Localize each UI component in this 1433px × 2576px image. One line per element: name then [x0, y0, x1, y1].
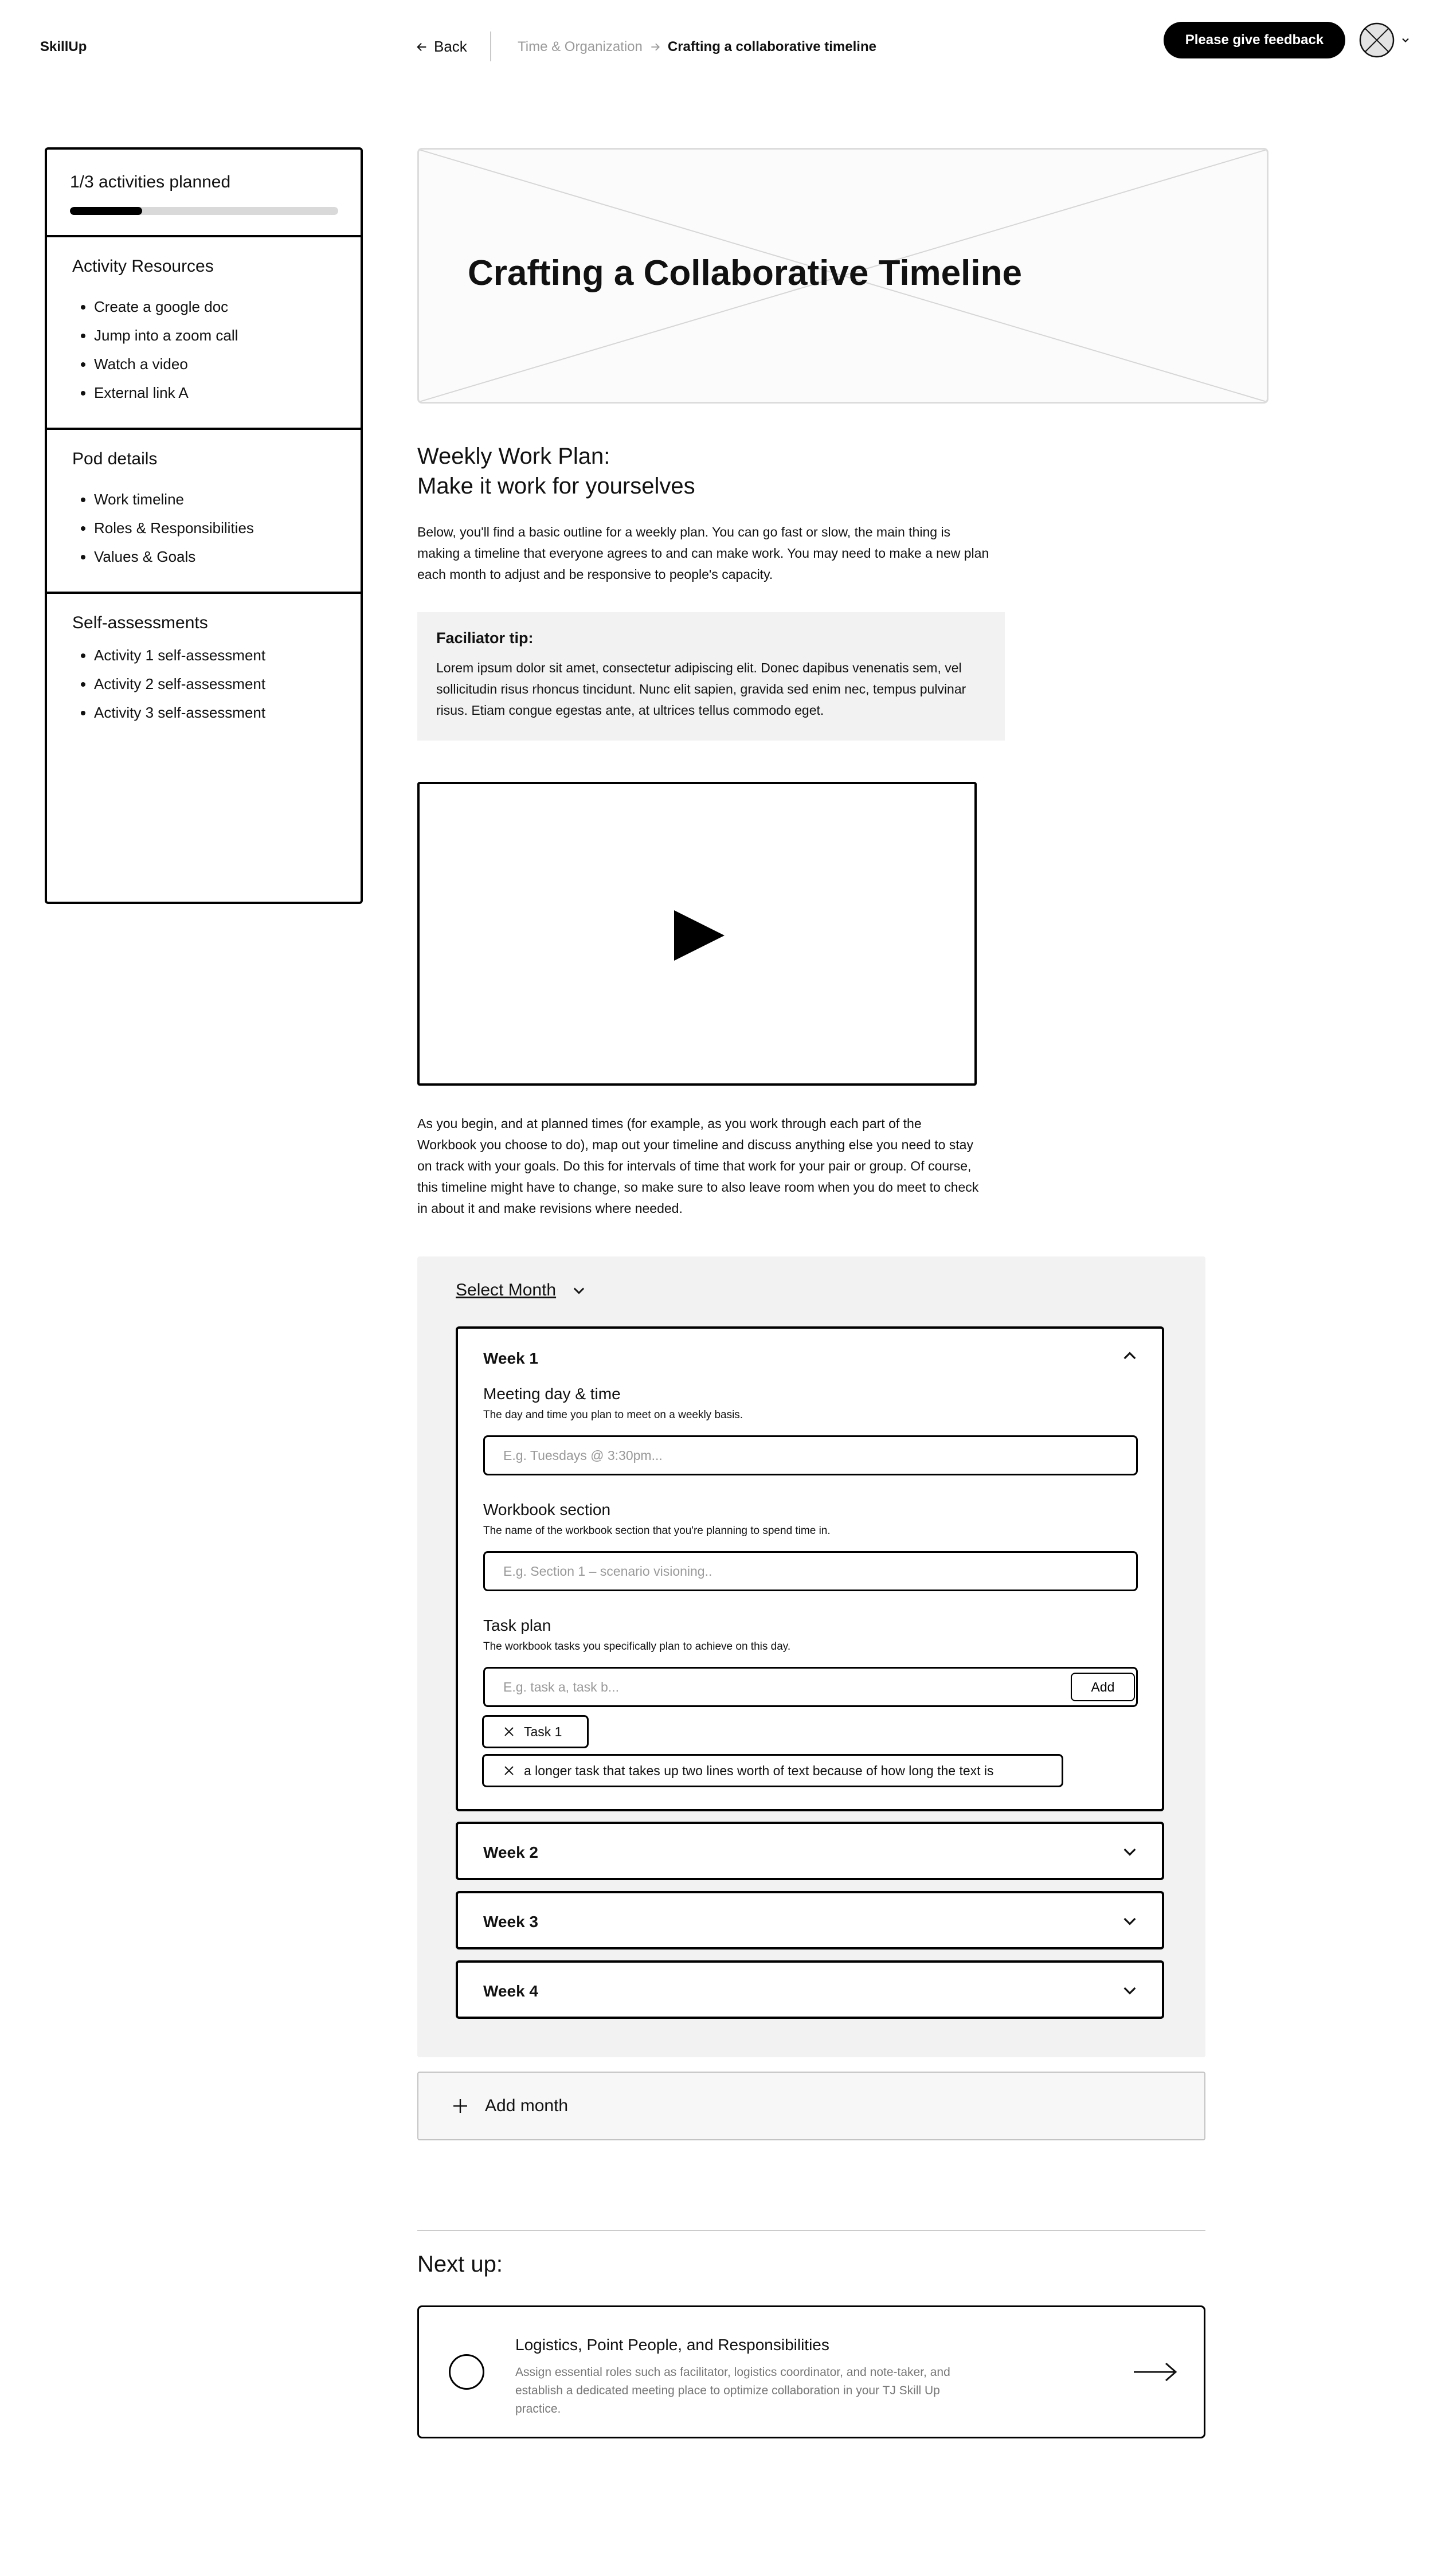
- plan-heading-line2: Make it work for yourselves: [417, 473, 695, 499]
- hero-image-placeholder: [417, 148, 1268, 404]
- task-input[interactable]: [483, 1667, 1138, 1707]
- assessment-link[interactable]: • Activity 2 self-assessment: [94, 670, 361, 698]
- week-label[interactable]: Week 1: [483, 1349, 538, 1367]
- pod-details-section: [47, 430, 361, 594]
- next-up-heading: Next up:: [417, 2252, 503, 2277]
- section-field-title: Workbook section: [483, 1501, 611, 1518]
- avatar-placeholder-icon[interactable]: [1358, 22, 1395, 58]
- meeting-field-desc: The day and time you plan to meet on a weekly basis.: [483, 1409, 743, 1421]
- chevron-down-icon[interactable]: [1400, 34, 1411, 46]
- task-chip: [482, 1754, 1063, 1787]
- header-divider: [490, 32, 491, 61]
- breadcrumb-current: Crafting a collaborative timeline: [667, 39, 876, 54]
- chevron-down-icon: [1121, 1912, 1139, 1930]
- add-month-button[interactable]: [417, 2072, 1205, 2140]
- close-icon[interactable]: [503, 1726, 515, 1737]
- progress-bar: [70, 207, 338, 215]
- meeting-day-input[interactable]: [483, 1435, 1138, 1475]
- week-label: Week 3: [483, 1913, 538, 1931]
- section-title: Activity Resources: [72, 257, 214, 276]
- self-assessments-section: [47, 594, 361, 727]
- progress-label: 1/3 activities planned: [70, 173, 231, 191]
- next-activity-description: Assign essential roles such as facilitator, logistics coordinator, and note-taker, and establish a dedicated meeting place to optimize collaboration in your TJ Skill Up practice.: [515, 2366, 950, 2416]
- plan-heading-line1: Weekly Work Plan:: [417, 444, 610, 469]
- task-chip: [482, 1715, 589, 1748]
- breadcrumb-parent[interactable]: Time & Organization: [518, 39, 643, 54]
- weekly-planner: [417, 1256, 1205, 2057]
- play-icon[interactable]: [673, 909, 726, 962]
- section-field-desc: The name of the workbook section that you're planning to spend time in.: [483, 1525, 831, 1537]
- task-chip-label: Task 1: [524, 1724, 562, 1739]
- page-title: Crafting a Collaborative Timeline: [468, 253, 1022, 293]
- back-button[interactable]: [416, 38, 467, 56]
- next-activity-title: Logistics, Point People, and Responsibilities: [515, 2336, 829, 2354]
- resource-link[interactable]: • Create a google doc: [94, 292, 361, 321]
- section-title: Self-assessments: [72, 613, 208, 632]
- add-task-button[interactable]: Add: [1071, 1673, 1135, 1701]
- arrow-right-icon: [649, 41, 661, 53]
- chevron-down-icon: [1121, 1842, 1139, 1861]
- task-field-title: Task plan: [483, 1616, 551, 1634]
- tip-text: Lorem ipsum dolor sit amet, consectetur adipiscing elit. Donec dapibus venenatis sem, vel sollicitudin risus rhoncus tincidunt. Nunc elit sapien, gravida sed enim nec, tempus pulvinar risus. Etiam congue egestas ante, at ultrices tellus commodo eget.: [436, 660, 966, 718]
- assessment-link[interactable]: • Activity 1 self-assessment: [94, 641, 361, 670]
- timeline-paragraph: As you begin, and at planned times (for example, as you work through each part of the Workbook you choose to do), map out your timeline and discuss anything else you need to stay on track with your goals. Do this for intervals of time that work for your pair or group. Of course, this timeline might have to change, so make sure to also leave room when you do meet to check in about it and make revisions where needed.: [417, 1116, 979, 1216]
- breadcrumb: [518, 39, 876, 55]
- chevron-down-icon: [1121, 1981, 1139, 1999]
- select-month-dropdown[interactable]: [456, 1281, 587, 1300]
- assessment-link[interactable]: • Activity 3 self-assessment: [94, 698, 361, 727]
- task-chip-label: a longer task that takes up two lines worth of text because of how long the text is: [524, 1763, 994, 1778]
- activity-resources-section: [47, 237, 361, 430]
- workbook-section-input[interactable]: [483, 1551, 1138, 1591]
- feedback-button[interactable]: Please give feedback: [1164, 22, 1345, 58]
- week-label: Week 4: [483, 1982, 538, 2000]
- intro-paragraph: Below, you'll find a basic outline for a weekly plan. You can go fast or slow, the main thing is making a timeline that everyone agrees to and can make work. You may need to make a new plan each month to adjust and be responsive to people's capacity.: [417, 524, 989, 582]
- pod-link[interactable]: • Work timeline: [94, 485, 361, 514]
- week-label: Week 2: [483, 1843, 538, 1861]
- chevron-up-icon[interactable]: [1121, 1347, 1139, 1365]
- brand-logo[interactable]: SkillUp: [40, 39, 87, 54]
- arrow-left-icon: [416, 41, 428, 53]
- section-divider: [417, 2230, 1205, 2231]
- task-field-desc: The workbook tasks you specifically plan to achieve on this day.: [483, 1641, 791, 1653]
- pod-link[interactable]: • Roles & Responsibilities: [94, 514, 361, 542]
- long-arrow-right-icon[interactable]: [1133, 2362, 1177, 2382]
- resource-link[interactable]: • Watch a video: [94, 350, 361, 378]
- meeting-field-title: Meeting day & time: [483, 1385, 621, 1403]
- status-circle-icon: [449, 2354, 484, 2390]
- week-1-panel: [456, 1326, 1164, 1811]
- section-title: Pod details: [72, 449, 158, 468]
- sidebar: [45, 147, 363, 904]
- back-label: Back: [434, 38, 467, 55]
- close-icon[interactable]: [503, 1765, 515, 1776]
- week-2-panel[interactable]: [456, 1822, 1164, 1880]
- resource-link[interactable]: • Jump into a zoom call: [94, 321, 361, 350]
- add-month-label: Add month: [485, 2096, 569, 2115]
- plus-icon: [452, 2097, 469, 2115]
- plan-heading: [417, 441, 695, 501]
- week-4-panel[interactable]: [456, 1960, 1164, 2019]
- select-month-label: Select Month: [456, 1281, 557, 1299]
- progress-bar-fill: [70, 207, 142, 215]
- tip-title: Faciliator tip:: [436, 629, 534, 647]
- chevron-down-icon: [571, 1282, 587, 1298]
- progress-block: [47, 150, 361, 237]
- week-3-panel[interactable]: [456, 1891, 1164, 1949]
- facilitator-tip: [417, 612, 1005, 741]
- pod-link[interactable]: • Values & Goals: [94, 542, 361, 571]
- resource-link[interactable]: • External link A: [94, 378, 361, 407]
- video-player[interactable]: [417, 782, 977, 1086]
- next-activity-card[interactable]: [417, 2305, 1205, 2438]
